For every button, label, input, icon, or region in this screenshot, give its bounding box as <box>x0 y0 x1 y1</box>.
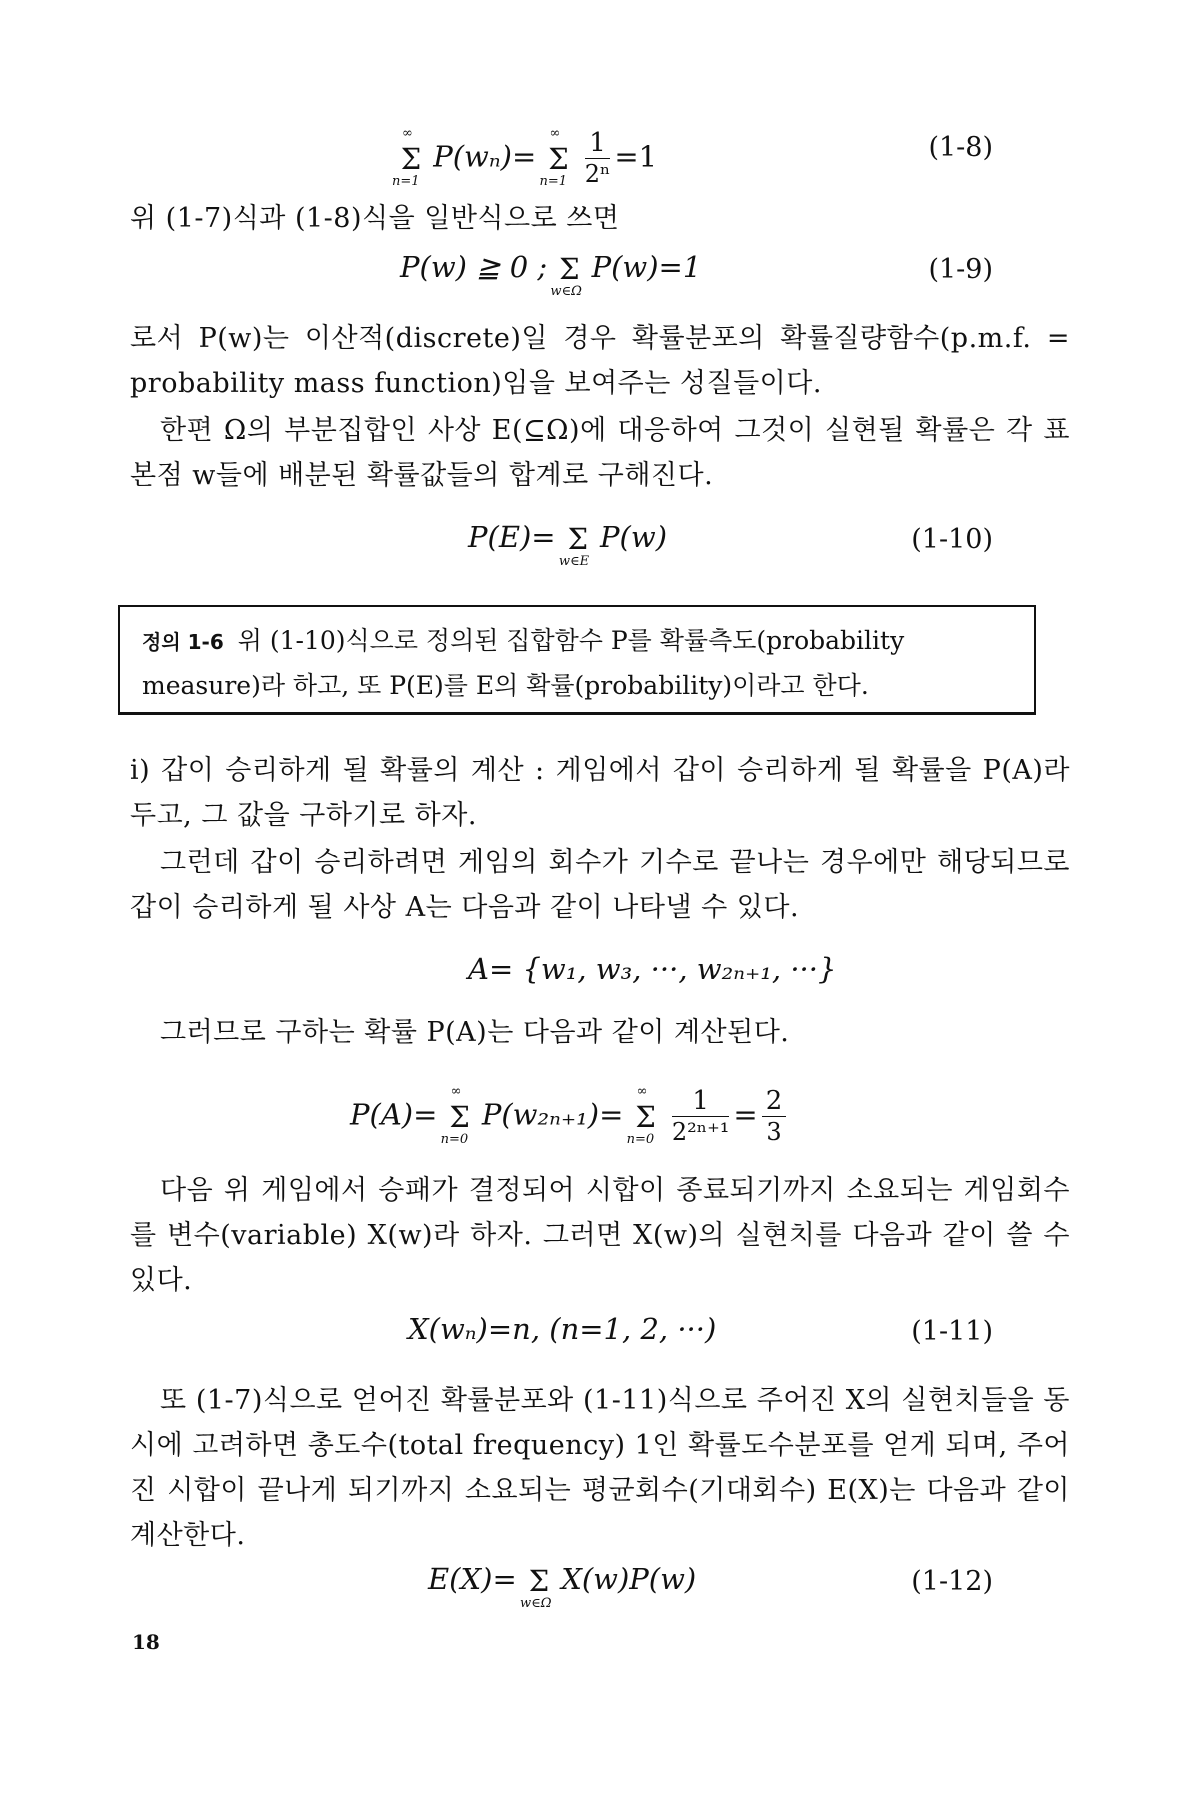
page-number: 18 <box>132 1630 160 1654</box>
fraction: $\frac{1}{\text{2ⁿ}}$ <box>584 128 611 188</box>
paragraph: 그런데 갑이 승리하려면 게임의 회수가 기수로 끝나는 경우에만 해당되므로 갑이 승리하게 될 사상 A는 다음과 같이 나타낼 수 있다. <box>130 847 1070 923</box>
equation-number: (1-12) <box>911 1566 993 1597</box>
sum-symbol: Σ ∞ n=1 <box>539 125 569 189</box>
paragraph: i) 갑이 승리하게 될 확률의 계산 : 게임에서 갑이 승리하게 될 확률을 P(A)라 두고, 그 값을 구하기로 하자. <box>130 755 1070 831</box>
sum-symbol: Σ w∈E <box>558 522 590 569</box>
sum-symbol: Σ ∞ n=0 <box>440 1083 470 1147</box>
equation-1-10: P(E)= Σ w∈E P(w) (1-10) <box>468 520 993 569</box>
equation-number: (1-10) <box>911 524 993 555</box>
definition-text: 위 (1-10)식으로 정의된 집합함수 P를 확률측도(probability measure)라 하고, 또 P(E)를 E의 확률(probability)이라고 한다. <box>142 626 905 700</box>
sum-symbol: Σ ∞ n=1 <box>392 125 422 189</box>
equation-1-11: X(wₙ)=n, (n=1, 2, ···) (1-11) <box>408 1312 993 1347</box>
paragraph: 한편 Ω의 부분집합인 사상 E(⊆Ω)에 대응하여 그것이 실현될 확률은 각 표본점 w들에 배분된 확률값들의 합계로 구해진다. <box>130 415 1070 491</box>
equation-set-a: A= {w₁, w₃, ···, w₂ₙ₊₁, ···} <box>468 952 837 986</box>
fraction: $\frac{2}{3}$ <box>762 1086 787 1147</box>
equation-number: (1-9) <box>928 254 993 285</box>
equation-pa: P(A)= Σ ∞ n=0 P(w₂ₙ₊₁)= Σ ∞ n=0 $\frac{1}{\text{2²ⁿ⁺¹}}$ = $\frac{2}{3}$ <box>0 1080 1200 1160</box>
equation-number: (1-11) <box>911 1316 993 1347</box>
definition-label: 정의 1-6 <box>142 630 224 654</box>
sum-symbol: Σ w∈Ω <box>519 1564 552 1611</box>
paragraph: 또 (1-7)식으로 얻어진 확률분포와 (1-11)식으로 주어진 X의 실현치들을 동시에 고려하면 총도수(total frequency) 1인 확률도수분포를 얻게 되며, 주어진 시합이 끝나게 되기까지 소요되는 평균회수(기대회수) E(X)는 다음과 같이 계산한다. <box>130 1385 1070 1551</box>
equation-number: (1-8) <box>928 132 993 163</box>
paragraph: 위 (1-7)식과 (1-8)식을 일반식으로 쓰면 <box>130 203 620 234</box>
definition-box <box>118 605 1036 715</box>
paragraph: 다음 위 게임에서 승패가 결정되어 시합이 종료되기까지 소요되는 게임회수를 변수(variable) X(w)라 하자. 그러면 X(w)의 실현치를 다음과 같이 쓸 수 있다. <box>130 1175 1070 1296</box>
equation-1-9: P(w) ≧ 0 ; Σ w∈Ω P(w)=1 (1-9) <box>400 250 993 299</box>
equation-1-12: E(X)= Σ w∈Ω X(w)P(w) (1-12) <box>428 1562 993 1611</box>
paragraph: 그러므로 구하는 확률 P(A)는 다음과 같이 계산된다. <box>160 1017 790 1048</box>
sum-symbol: Σ w∈Ω <box>550 252 582 299</box>
equation-1-8: Σ ∞ n=1 P(wₙ)= Σ ∞ n=1 $\frac{1}{\text{2ⁿ}}$ =1 (1-8) <box>392 125 993 189</box>
fraction: $\frac{1}{\text{2²ⁿ⁺¹}}$ <box>671 1086 730 1146</box>
sum-symbol: Σ ∞ n=0 <box>626 1083 656 1147</box>
paragraph: 로서 P(w)는 이산적(discrete)일 경우 확률분포의 확률질량함수(p.m.f. = probability mass function)임을 보여주는 성질들이다. <box>130 323 1070 399</box>
